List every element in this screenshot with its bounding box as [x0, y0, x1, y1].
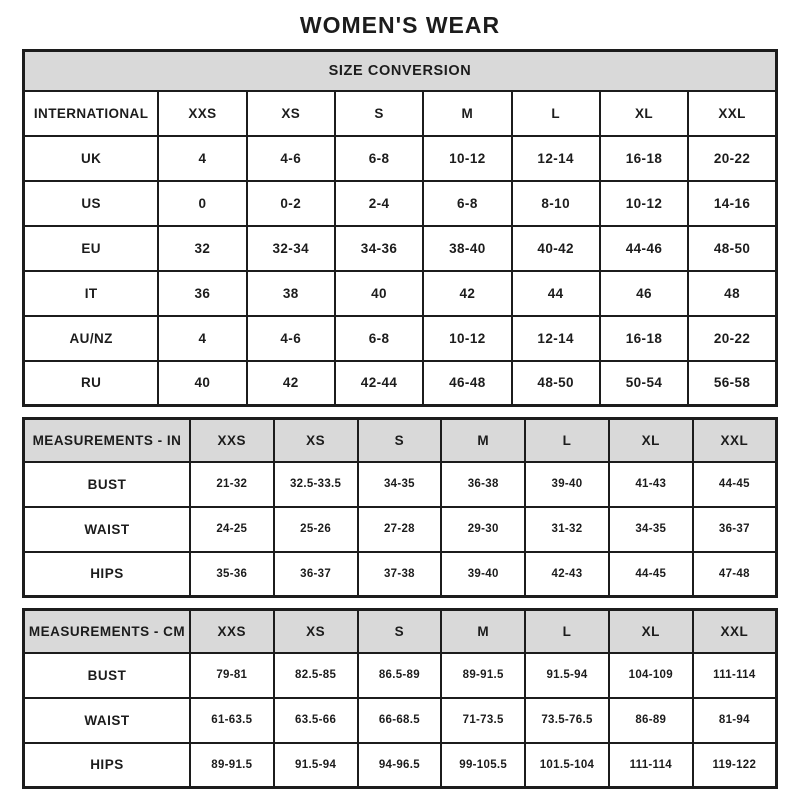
value-cell: 41-43	[609, 462, 693, 507]
size-conversion-body	[24, 91, 777, 406]
value-cell: 10-12	[600, 181, 688, 226]
tables-container	[0, 49, 800, 789]
value-cell: 6-8	[335, 136, 423, 181]
measurements-in-header	[24, 419, 777, 462]
value-cell: 46-48	[423, 361, 511, 406]
value-cell: 6-8	[335, 316, 423, 361]
value-cell: 8-10	[512, 181, 600, 226]
value-cell: XL	[600, 91, 688, 136]
value-cell: 16-18	[600, 136, 688, 181]
column-header-cell: M	[441, 610, 525, 653]
value-cell: 40	[335, 271, 423, 316]
value-cell: 0	[158, 181, 246, 226]
value-cell: 34-35	[609, 507, 693, 552]
column-header-cell: XS	[274, 610, 358, 653]
value-cell: 104-109	[609, 653, 693, 698]
column-header-cell: M	[441, 419, 525, 462]
table-header-row	[24, 51, 777, 91]
column-header-cell: XL	[609, 610, 693, 653]
value-cell: 36-37	[693, 507, 777, 552]
value-cell: 36-38	[441, 462, 525, 507]
value-cell: 48-50	[512, 361, 600, 406]
row-label-cell: AU/NZ	[24, 316, 159, 361]
value-cell: 4-6	[247, 136, 335, 181]
table-header-row	[24, 610, 777, 653]
column-header-cell: XS	[274, 419, 358, 462]
value-cell: 0-2	[247, 181, 335, 226]
value-cell: 111-114	[693, 653, 777, 698]
value-cell: 63.5-66	[274, 698, 358, 743]
value-cell: 39-40	[525, 462, 609, 507]
value-cell: 24-25	[190, 507, 274, 552]
size-conversion-title-cell: SIZE CONVERSION	[24, 51, 777, 91]
value-cell: 89-91.5	[190, 743, 274, 788]
row-label-cell: EU	[24, 226, 159, 271]
value-cell: 37-38	[358, 552, 442, 597]
value-cell: XXL	[688, 91, 776, 136]
table-row	[24, 698, 777, 743]
measurements-cm-header	[24, 610, 777, 653]
row-label-cell: US	[24, 181, 159, 226]
size-conversion-header	[24, 51, 777, 91]
value-cell: 81-94	[693, 698, 777, 743]
value-cell: 4-6	[247, 316, 335, 361]
column-header-cell: XXS	[190, 610, 274, 653]
value-cell: 39-40	[441, 552, 525, 597]
value-cell: 46	[600, 271, 688, 316]
value-cell: 101.5-104	[525, 743, 609, 788]
row-label-cell: UK	[24, 136, 159, 181]
value-cell: 34-36	[335, 226, 423, 271]
value-cell: XS	[247, 91, 335, 136]
column-header-cell: L	[525, 419, 609, 462]
measurements-cm-table	[22, 608, 778, 789]
value-cell: XXS	[158, 91, 246, 136]
value-cell: 10-12	[423, 316, 511, 361]
value-cell: 119-122	[693, 743, 777, 788]
value-cell: S	[335, 91, 423, 136]
table-row	[24, 226, 777, 271]
value-cell: 86.5-89	[358, 653, 442, 698]
value-cell: 36-37	[274, 552, 358, 597]
value-cell: 16-18	[600, 316, 688, 361]
value-cell: 31-32	[525, 507, 609, 552]
corner-header-cell: MEASUREMENTS - CM	[24, 610, 190, 653]
row-label-cell: INTERNATIONAL	[24, 91, 159, 136]
value-cell: 44	[512, 271, 600, 316]
table-row	[24, 316, 777, 361]
value-cell: 25-26	[274, 507, 358, 552]
value-cell: 4	[158, 316, 246, 361]
value-cell: 48	[688, 271, 776, 316]
page-title: WOMEN'S WEAR	[299, 12, 501, 38]
value-cell: 86-89	[609, 698, 693, 743]
value-cell: 12-14	[512, 136, 600, 181]
value-cell: 34-35	[358, 462, 442, 507]
column-header-cell: XXL	[693, 610, 777, 653]
value-cell: 6-8	[423, 181, 511, 226]
value-cell: 21-32	[190, 462, 274, 507]
table-row	[24, 136, 777, 181]
row-label-cell: BUST	[24, 462, 190, 507]
value-cell: 4	[158, 136, 246, 181]
column-header-cell: XL	[609, 419, 693, 462]
table-row	[24, 271, 777, 316]
corner-header-cell: MEASUREMENTS - IN	[24, 419, 190, 462]
value-cell: 32	[158, 226, 246, 271]
row-label-cell: HIPS	[24, 552, 190, 597]
table-row	[24, 181, 777, 226]
value-cell: 44-45	[609, 552, 693, 597]
value-cell: 10-12	[423, 136, 511, 181]
value-cell: 35-36	[190, 552, 274, 597]
value-cell: 40-42	[512, 226, 600, 271]
row-label-cell: IT	[24, 271, 159, 316]
value-cell: 38-40	[423, 226, 511, 271]
value-cell: 42	[423, 271, 511, 316]
column-header-cell: XXS	[190, 419, 274, 462]
value-cell: 44-46	[600, 226, 688, 271]
value-cell: 42-43	[525, 552, 609, 597]
column-header-cell: XXL	[693, 419, 777, 462]
value-cell: 56-58	[688, 361, 776, 406]
column-header-cell: S	[358, 610, 442, 653]
value-cell: 36	[158, 271, 246, 316]
size-conversion-table	[22, 49, 778, 407]
measurements-cm-body	[24, 653, 777, 788]
value-cell: 47-48	[693, 552, 777, 597]
value-cell: 32-34	[247, 226, 335, 271]
value-cell: L	[512, 91, 600, 136]
row-label-cell: HIPS	[24, 743, 190, 788]
table-header-row	[24, 419, 777, 462]
value-cell: 111-114	[609, 743, 693, 788]
value-cell: 14-16	[688, 181, 776, 226]
value-cell: 89-91.5	[441, 653, 525, 698]
value-cell: 99-105.5	[441, 743, 525, 788]
measurements-in-body	[24, 462, 777, 597]
column-header-cell: S	[358, 419, 442, 462]
value-cell: 44-45	[693, 462, 777, 507]
value-cell: 82.5-85	[274, 653, 358, 698]
value-cell: 94-96.5	[358, 743, 442, 788]
table-row	[24, 507, 777, 552]
value-cell: 79-81	[190, 653, 274, 698]
value-cell: 48-50	[688, 226, 776, 271]
table-row	[24, 653, 777, 698]
value-cell: 42	[247, 361, 335, 406]
measurements-in-table	[22, 417, 778, 598]
value-cell: 12-14	[512, 316, 600, 361]
value-cell: 42-44	[335, 361, 423, 406]
table-row	[24, 743, 777, 788]
value-cell: 50-54	[600, 361, 688, 406]
row-label-cell: RU	[24, 361, 159, 406]
value-cell: M	[423, 91, 511, 136]
value-cell: 71-73.5	[441, 698, 525, 743]
value-cell: 66-68.5	[358, 698, 442, 743]
value-cell: 40	[158, 361, 246, 406]
table-row	[24, 361, 777, 406]
value-cell: 91.5-94	[274, 743, 358, 788]
table-row	[24, 552, 777, 597]
row-label-cell: WAIST	[24, 507, 190, 552]
value-cell: 2-4	[335, 181, 423, 226]
table-row	[24, 462, 777, 507]
value-cell: 91.5-94	[525, 653, 609, 698]
table-row	[24, 91, 777, 136]
row-label-cell: BUST	[24, 653, 190, 698]
column-header-cell: L	[525, 610, 609, 653]
value-cell: 61-63.5	[190, 698, 274, 743]
row-label-cell: WAIST	[24, 698, 190, 743]
value-cell: 20-22	[688, 136, 776, 181]
value-cell: 27-28	[358, 507, 442, 552]
value-cell: 32.5-33.5	[274, 462, 358, 507]
value-cell: 73.5-76.5	[525, 698, 609, 743]
value-cell: 29-30	[441, 507, 525, 552]
value-cell: 38	[247, 271, 335, 316]
value-cell: 20-22	[688, 316, 776, 361]
